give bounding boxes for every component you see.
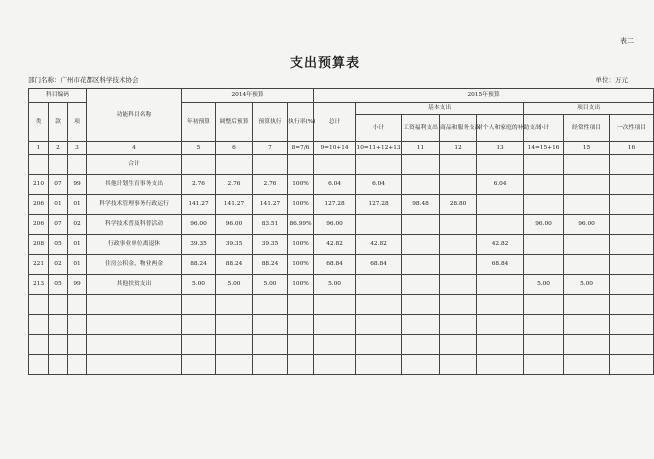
table-cell [610,195,654,215]
exec-rate-header: 执行率(%) [288,103,314,142]
table-cell: 83.51 [253,215,288,235]
table-cell [356,215,402,235]
table-cell: 07 [49,175,68,195]
table-cell [253,295,288,315]
table-cell [68,155,87,175]
table-cell [216,335,253,355]
basic-expense-header: 基本支出 [356,103,524,115]
index-cell: 1 [29,142,49,155]
table-cell: 6.04 [477,175,524,195]
table-cell [610,315,654,335]
index-cell: 15 [564,142,610,155]
table-cell [182,335,216,355]
index-cell: 2 [49,142,68,155]
table-cell: 2.76 [216,175,253,195]
table-cell: 221 [29,255,49,275]
one-time-project-header: 一次性项目 [610,115,654,142]
index-cell: 6 [216,142,253,155]
table-cell [29,335,49,355]
table-cell [524,355,564,375]
table-cell [49,315,68,335]
function-name-cell: 科学技术管理事务行政运行 [87,195,182,215]
table-cell [216,355,253,375]
recurring-project-header: 经常性项目 [564,115,610,142]
table-cell [477,195,524,215]
corner-label: 表二 [620,37,634,45]
empty-row [29,355,654,375]
empty-row [29,295,654,315]
table-cell [49,155,68,175]
table-cell: 210 [29,175,49,195]
empty-row [29,315,654,335]
table-cell [356,315,402,335]
table-cell [402,255,440,275]
unit-label: 单位：万元 [595,76,628,84]
table-cell [477,295,524,315]
table-cell [477,275,524,295]
table-cell [402,315,440,335]
index-cell: 10=11+12+13 [356,142,402,155]
table-cell [524,295,564,315]
table-cell [253,335,288,355]
table-cell [402,295,440,315]
wage-welfare-header: 工资福利支出 [402,115,440,142]
table-cell [564,355,610,375]
table-cell: 68.84 [477,255,524,275]
table-cell: 01 [68,255,87,275]
table-cell [564,155,610,175]
table-row [29,235,654,255]
table-cell: 68.84 [356,255,402,275]
table-cell [524,155,564,175]
table-cell [68,335,87,355]
index-cell: 3 [68,142,87,155]
table-cell: 01 [49,195,68,215]
table-cell [564,175,610,195]
table-cell [182,355,216,375]
function-name-cell: 住房公积金、物业两金 [87,255,182,275]
table-cell [49,355,68,375]
table-cell [524,255,564,275]
table-cell [564,295,610,315]
table-cell [288,155,314,175]
table-cell [87,335,182,355]
project-expense-header: 项目支出 [524,103,654,115]
total-header: 总计 [314,103,356,142]
index-cell: 5 [182,142,216,155]
table-cell [524,175,564,195]
table-cell: 208 [29,235,49,255]
total-row [29,155,654,175]
table-cell: 2.76 [253,175,288,195]
table-cell: 5.00 [253,275,288,295]
table-cell: 39.35 [182,235,216,255]
table-cell [402,355,440,375]
table-cell: 05 [49,235,68,255]
table-cell: 88.24 [253,255,288,275]
table-cell: 206 [29,215,49,235]
table-cell [610,275,654,295]
table-cell [610,215,654,235]
table-row [29,275,654,295]
table-cell: 42.82 [477,235,524,255]
table-cell [288,315,314,335]
table-cell: 39.35 [216,235,253,255]
table-cell [477,335,524,355]
table-cell [440,215,477,235]
table-cell: 100% [288,175,314,195]
table-cell: 39.35 [253,235,288,255]
table-cell [356,335,402,355]
table-cell: 2.76 [182,175,216,195]
table-cell: 206 [29,195,49,215]
table-cell [68,355,87,375]
table-cell [253,315,288,335]
table-cell [440,295,477,315]
table-cell [87,355,182,375]
table-cell: 5.00 [216,275,253,295]
table-cell [402,275,440,295]
table-row [29,255,654,275]
index-cell: 4 [87,142,182,155]
table-cell [402,155,440,175]
table-cell: 100% [288,275,314,295]
table-cell [440,255,477,275]
table-cell: 05 [49,275,68,295]
table-cell [29,355,49,375]
individual-family-header: 对个人和家庭的补助支出 [477,115,524,142]
table-cell: 42.82 [356,235,402,255]
table-cell [49,335,68,355]
table-cell [356,155,402,175]
table-cell [68,315,87,335]
table-cell [477,315,524,335]
expenditure-budget-table [28,88,654,375]
total-label: 合计 [87,155,182,175]
table-cell: 5.00 [182,275,216,295]
function-name-cell: 其他计划生育事务支出 [87,175,182,195]
index-row [29,142,654,155]
section-header: 款 [49,103,68,142]
table-cell: 02 [68,215,87,235]
table-cell: 96.00 [182,215,216,235]
index-cell: 13 [477,142,524,155]
table-cell: 100% [288,255,314,275]
table-cell [182,295,216,315]
table-cell [402,335,440,355]
table-cell [440,175,477,195]
table-cell: 96.00 [314,215,356,235]
table-cell [440,275,477,295]
table-cell [182,155,216,175]
table-cell [29,295,49,315]
table-cell: 98.48 [402,195,440,215]
budget-2015-header: 2015年预算 [314,89,654,103]
table-cell: 96.00 [564,215,610,235]
table-cell [610,255,654,275]
table-cell [314,335,356,355]
table-cell: 96.00 [524,215,564,235]
index-cell: 7 [253,142,288,155]
table-cell [253,355,288,375]
table-cell [524,235,564,255]
table-cell [49,295,68,315]
function-name-cell: 其他扶贫支出 [87,275,182,295]
table-row [29,195,654,215]
table-cell [314,155,356,175]
table-cell [610,355,654,375]
project-subtotal-header: 小计 [524,115,564,142]
item-header: 项 [68,103,87,142]
budget-2014-header: 2014年预算 [182,89,314,103]
page-title: 支出预算表 [289,56,360,71]
table-cell: 86.99% [288,215,314,235]
table-cell [610,155,654,175]
table-cell [356,275,402,295]
table-cell: 07 [49,215,68,235]
table-cell [524,195,564,215]
table-cell: 127.28 [314,195,356,215]
table-cell [253,155,288,175]
index-cell: 16 [610,142,654,155]
table-cell [477,215,524,235]
table-cell: 99 [68,275,87,295]
table-cell [402,175,440,195]
index-cell: 12 [440,142,477,155]
table-cell: 42.82 [314,235,356,255]
table-cell [440,315,477,335]
table-cell [564,315,610,335]
table-cell: 127.28 [356,195,402,215]
table-cell: 96.00 [216,215,253,235]
table-cell: 213 [29,275,49,295]
table-cell [402,235,440,255]
table-cell: 88.24 [182,255,216,275]
table-cell [610,175,654,195]
table-cell [564,335,610,355]
table-cell [29,155,49,175]
table-row [29,175,654,195]
table-cell [356,295,402,315]
function-name-cell: 行政事业单位离退休 [87,235,182,255]
table-cell [288,335,314,355]
table-cell [216,295,253,315]
table-cell: 99 [68,175,87,195]
table-cell: 141.27 [253,195,288,215]
empty-row [29,335,654,355]
class-header: 类 [29,103,49,142]
table-cell: 5.00 [564,275,610,295]
table-cell [216,315,253,335]
table-cell [564,235,610,255]
table-cell [182,315,216,335]
table-cell [610,235,654,255]
table-cell [288,295,314,315]
table-cell [216,155,253,175]
table-cell: 100% [288,195,314,215]
table-cell: 68.84 [314,255,356,275]
table-cell: 6.04 [314,175,356,195]
table-cell: 141.27 [182,195,216,215]
table-cell [440,235,477,255]
index-cell: 9=10+14 [314,142,356,155]
table-cell [524,335,564,355]
table-cell [610,295,654,315]
table-cell: 5.00 [314,275,356,295]
execution-header: 预算执行 [253,103,288,142]
table-cell: 02 [49,255,68,275]
table-cell [440,155,477,175]
table-cell [314,315,356,335]
table-cell [29,315,49,335]
adjusted-budget-header: 调整后预算 [216,103,253,142]
table-cell: 100% [288,235,314,255]
department-name: 部门名称：广州市花都区科学技术协会 [28,76,139,84]
table-cell: 88.24 [216,255,253,275]
table-cell [564,255,610,275]
table-cell [610,335,654,355]
initial-budget-header: 年初预算 [182,103,216,142]
index-cell: 14=15+16 [524,142,564,155]
table-cell [524,315,564,335]
table-row [29,215,654,235]
table-cell [440,335,477,355]
index-cell: 8=7/6 [288,142,314,155]
table-cell [68,295,87,315]
table-cell [477,355,524,375]
table-cell: 01 [68,195,87,215]
table-cell: 01 [68,235,87,255]
table-cell [440,355,477,375]
table-cell [87,295,182,315]
table-cell: 5.00 [524,275,564,295]
table-cell [564,195,610,215]
index-cell: 11 [402,142,440,155]
table-cell [314,355,356,375]
function-name-header: 功能科目名称 [87,89,182,142]
goods-services-header: 商品和服务支出 [440,115,477,142]
table-cell [356,355,402,375]
table-cell: 28.80 [440,195,477,215]
table-cell [288,355,314,375]
subject-code-header: 科目编码 [29,89,87,103]
table-cell [87,315,182,335]
table-cell [477,155,524,175]
function-name-cell: 科学技术普及科普活动 [87,215,182,235]
table-cell [402,215,440,235]
basic-subtotal-header: 小计 [356,115,402,142]
table-cell: 6.04 [356,175,402,195]
table-cell [314,295,356,315]
table-cell: 141.27 [216,195,253,215]
